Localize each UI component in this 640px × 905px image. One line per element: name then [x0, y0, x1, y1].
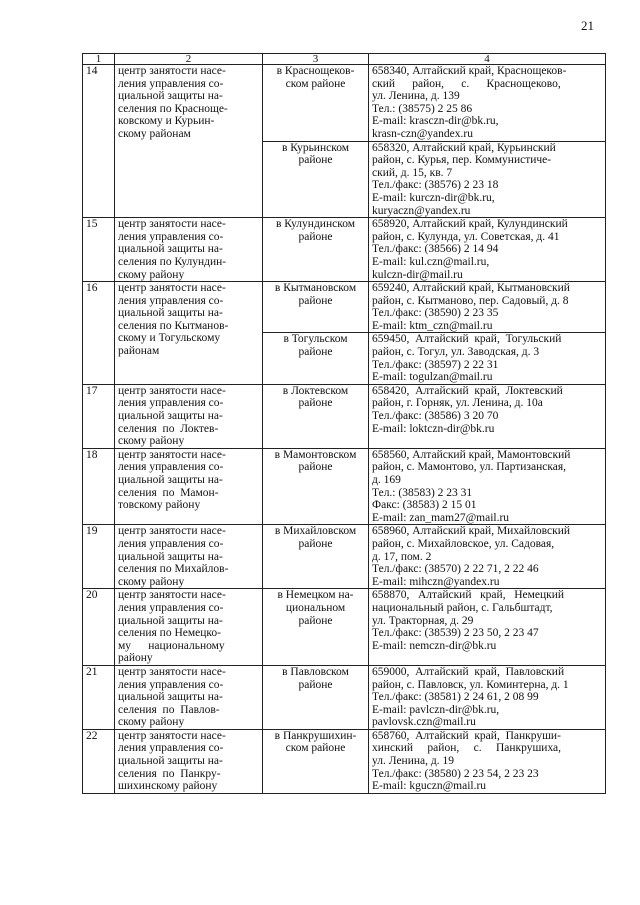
- center-name-line: селения по Михайлов-: [118, 563, 229, 576]
- center-name-line: скому и Тогульскому: [118, 332, 221, 345]
- contact-line: Тел./факс: (38586) 3 20 70: [372, 410, 499, 423]
- column-number: 4: [369, 54, 606, 65]
- email-line: kuryaczn@yandex.ru: [372, 204, 471, 217]
- column-number: 1: [83, 54, 115, 65]
- row-number: 14: [83, 65, 115, 218]
- center-name-line: му национальному: [118, 639, 225, 652]
- center-name-line: селения по Мамон-: [118, 486, 219, 499]
- contact-info: [369, 525, 606, 589]
- district-name: [263, 282, 369, 333]
- contact-line: Тел./факс: (38539) 2 23 50, 2 23 47: [372, 627, 539, 640]
- center-name-line: циальной защиты на-: [118, 90, 223, 103]
- district-name-line: районе: [298, 614, 333, 627]
- contact-line: ул. Тракторная, д. 29: [372, 614, 474, 627]
- center-name-line: циальной защиты на-: [118, 243, 223, 256]
- center-name-line: ления управления со-: [118, 537, 224, 550]
- district-name: [263, 448, 369, 525]
- contact-info: [369, 282, 606, 333]
- email-line: E-mail: krasczn-dir@bk.ru,: [372, 115, 499, 128]
- center-name-line: скому районам: [118, 127, 191, 140]
- center-name-line: ления управления со-: [118, 601, 224, 614]
- contact-line: ский район, с. Краснощеково,: [372, 77, 561, 90]
- center-name-line: ления управления со-: [118, 294, 224, 307]
- center-name-line: ления управления со-: [118, 77, 224, 90]
- district-name-line: районе: [298, 678, 333, 691]
- center-name: [115, 384, 263, 448]
- table-row: [83, 282, 606, 333]
- contact-line: ул. Ленина, д. 139: [372, 90, 460, 103]
- center-name-line: ления управления со-: [118, 742, 224, 755]
- contact-line: 658920, Алтайский край, Кулундинский: [372, 218, 568, 231]
- contact-line: 659450, Алтайский край, Тогульский: [372, 333, 562, 346]
- center-name-line: ления управления со-: [118, 678, 224, 691]
- center-name-line: районам: [118, 345, 160, 358]
- contact-line: национальный район, с. Гальбштадт,: [372, 601, 553, 614]
- district-name-line: районе: [298, 294, 333, 307]
- district-name: [263, 384, 369, 448]
- center-name: [115, 218, 263, 282]
- center-name: [115, 448, 263, 525]
- contact-line: Тел./факс: (38597) 2 22 31: [372, 358, 499, 371]
- email-line: E-mail: pavlczn-dir@bk.ru,: [372, 703, 500, 716]
- district-name: [263, 729, 369, 793]
- center-name-line: циальной защиты на-: [118, 550, 223, 563]
- contact-line: Тел./факс: (38566) 2 14 94: [372, 243, 499, 256]
- district-name-line: в Панкрушихин-: [274, 729, 357, 742]
- contact-line: ский, д. 15, кв. 7: [372, 166, 453, 179]
- district-name-line: в Павловском: [282, 665, 349, 678]
- row-number: 17: [83, 384, 115, 448]
- center-name-line: селения по Павлов-: [118, 703, 220, 716]
- center-name: [115, 282, 263, 385]
- center-name-line: селения по Панкру-: [118, 767, 221, 780]
- email-line: E-mail: nemczn-dir@bk.ru: [372, 639, 497, 652]
- center-name-line: товскому району: [118, 499, 201, 512]
- center-name-line: селения по Красноще-: [118, 102, 228, 115]
- row-number: 18: [83, 448, 115, 525]
- district-name: [263, 141, 369, 218]
- employment-centers-table: [82, 53, 606, 794]
- contact-line: Тел./факс: (38590) 2 23 35: [372, 307, 499, 320]
- center-name-line: центр занятости насе-: [118, 65, 226, 77]
- contact-line: Тел.: (38583) 2 23 31: [372, 486, 473, 499]
- district-name-line: районе: [298, 154, 333, 167]
- contact-line: район, с. Павловск, ул. Коминтерна, д. 1: [372, 678, 569, 691]
- contact-line: район, с. Мамонтово, ул. Партизанская,: [372, 461, 567, 474]
- contact-info: [369, 384, 606, 448]
- district-name-line: районе: [298, 461, 333, 474]
- row-number: 21: [83, 665, 115, 729]
- center-name-line: шихинскому району: [118, 780, 218, 793]
- contact-line: район, с. Тогул, ул. Заводская, д. 3: [372, 346, 540, 359]
- center-name-line: скому району: [118, 268, 185, 281]
- district-name-line: в Кулундинском: [275, 218, 356, 231]
- center-name: [115, 665, 263, 729]
- district-name-line: в Краснощеков-: [276, 65, 355, 77]
- district-name-line: районе: [298, 537, 333, 550]
- contact-line: район, г. Горняк, ул. Ленина, д. 10а: [372, 397, 543, 410]
- center-name: [115, 65, 263, 218]
- district-name: [263, 589, 369, 666]
- contact-line: Тел.: (38575) 2 25 86: [372, 102, 473, 115]
- contact-info: [369, 65, 606, 142]
- district-name-line: ском районе: [285, 77, 346, 90]
- district-name-line: районе: [298, 397, 333, 410]
- center-name-line: скому району: [118, 716, 185, 729]
- district-name-line: в Мамонтовском: [274, 448, 357, 461]
- district-name-line: в Локтевском: [282, 384, 349, 397]
- center-name-line: ковскому и Курьин-: [118, 115, 215, 128]
- center-name: [115, 589, 263, 666]
- email-line: E-mail: kguczn@mail.ru: [372, 780, 487, 793]
- row-number: 20: [83, 589, 115, 666]
- district-name-line: в Курьинском: [281, 141, 350, 154]
- district-name: [263, 333, 369, 384]
- contact-line: ул. Ленина, д. 19: [372, 755, 454, 768]
- contact-line: район, с. Курья, пер. Коммунистиче-: [372, 154, 552, 167]
- center-name-line: центр занятости насе-: [118, 525, 226, 538]
- center-name-line: ления управления со-: [118, 230, 224, 243]
- center-name-line: циальной защиты на-: [118, 410, 223, 423]
- table-row: [83, 448, 606, 525]
- email-line: E-mail: togulzan@mail.ru: [372, 371, 493, 384]
- contact-info: [369, 589, 606, 666]
- contact-info: [369, 218, 606, 282]
- contact-info: [369, 448, 606, 525]
- email-line: E-mail: ktm_czn@mail.ru: [372, 319, 493, 332]
- contact-line: Факс: (38583) 2 15 01: [372, 499, 477, 512]
- center-name-line: центр занятости насе-: [118, 218, 226, 231]
- center-name-line: селения по Кытманов-: [118, 319, 229, 332]
- center-name-line: центр занятости насе-: [118, 384, 226, 397]
- contact-line: 658870, Алтайский край, Немецкий: [372, 589, 565, 602]
- column-number: 2: [115, 54, 263, 65]
- center-name-line: району: [118, 652, 153, 665]
- table-row: [83, 218, 606, 282]
- center-name-line: центр занятости насе-: [118, 282, 226, 295]
- contact-line: район, с. Кулунда, ул. Советская, д. 41: [372, 230, 560, 243]
- email-line: kulczn-dir@mail.ru: [372, 268, 463, 281]
- center-name-line: ления управления со-: [118, 397, 224, 410]
- contact-line: район, с. Михайловское, ул. Садовая,: [372, 537, 555, 550]
- district-name-line: в Немецком на-: [277, 589, 354, 602]
- column-number-row: [83, 54, 606, 65]
- center-name-line: циальной защиты на-: [118, 755, 223, 768]
- contact-info: [369, 665, 606, 729]
- email-line: pavlovsk.czn@mail.ru: [372, 716, 476, 729]
- table-row: [83, 525, 606, 589]
- contact-line: 658340, Алтайский край, Краснощеков-: [372, 65, 567, 77]
- contact-line: 658420, Алтайский край, Локтевский: [372, 384, 563, 397]
- contact-line: Тел./факс: (38580) 2 23 54, 2 23 23: [372, 767, 539, 780]
- contact-info: [369, 729, 606, 793]
- contact-line: Тел./факс: (38581) 2 24 61, 2 08 99: [372, 691, 539, 704]
- center-name-line: центр занятости насе-: [118, 665, 226, 678]
- center-name-line: циальной защиты на-: [118, 691, 223, 704]
- column-number: 3: [263, 54, 369, 65]
- table-row: [83, 589, 606, 666]
- contact-line: 659240, Алтайский край, Кытмановский: [372, 282, 570, 295]
- district-name-line: ском районе: [285, 742, 346, 755]
- district-name: [263, 218, 369, 282]
- district-name-line: циональном: [285, 601, 346, 614]
- center-name-line: селения по Немецко-: [118, 627, 221, 640]
- center-name-line: ления управления со-: [118, 461, 224, 474]
- row-number: 15: [83, 218, 115, 282]
- district-name-line: в Михайловском: [274, 525, 357, 538]
- center-name-line: селения по Кулундин-: [118, 255, 227, 268]
- contact-line: 658960, Алтайский край, Михайловский: [372, 525, 571, 538]
- page-number: 21: [581, 18, 594, 33]
- table-row: [83, 384, 606, 448]
- contact-line: 658560, Алтайский край, Мамонтовский: [372, 448, 571, 461]
- center-name-line: центр занятости насе-: [118, 729, 226, 742]
- contact-line: 658760, Алтайский край, Панкруши-: [372, 729, 561, 742]
- center-name-line: циальной защиты на-: [118, 614, 223, 627]
- district-name-line: в Кытмановском: [274, 282, 357, 295]
- center-name-line: центр занятости насе-: [118, 589, 226, 602]
- email-line: E-mail: kul.czn@mail.ru,: [372, 255, 490, 268]
- district-name-line: районе: [298, 346, 333, 359]
- contact-line: д. 17, пом. 2: [372, 550, 432, 563]
- contact-line: 659000, Алтайский край, Павловский: [372, 665, 565, 678]
- email-line: E-mail: mihczn@yandex.ru: [372, 575, 500, 588]
- center-name-line: центр занятости насе-: [118, 448, 226, 461]
- email-line: E-mail: zan_mam27@mail.ru: [372, 511, 510, 524]
- center-name-line: циальной защиты на-: [118, 474, 223, 486]
- contact-line: д. 169: [372, 474, 401, 486]
- center-name: [115, 525, 263, 589]
- email-line: E-mail: kurczn-dir@bk.ru,: [372, 191, 495, 204]
- district-name: [263, 525, 369, 589]
- center-name-line: циальной защиты на-: [118, 307, 223, 320]
- row-number: 22: [83, 729, 115, 793]
- email-line: E-mail: loktczn-dir@bk.ru: [372, 422, 495, 435]
- contact-info: [369, 333, 606, 384]
- row-number: 16: [83, 282, 115, 385]
- district-name: [263, 665, 369, 729]
- center-name-line: селения по Локтев-: [118, 422, 219, 435]
- contact-line: 658320, Алтайский край, Курьинский: [372, 141, 556, 154]
- district-name: [263, 65, 369, 142]
- contact-line: Тел./факс: (38576) 2 23 18: [372, 179, 499, 192]
- row-number: 19: [83, 525, 115, 589]
- center-name: [115, 729, 263, 793]
- contact-line: хинский район, с. Панкрушиха,: [372, 742, 562, 755]
- table-row: [83, 729, 606, 793]
- email-line: krasn-czn@yandex.ru: [372, 127, 473, 140]
- table-row: [83, 65, 606, 142]
- center-name-line: скому району: [118, 575, 185, 588]
- contact-line: Тел./факс: (38570) 2 22 71, 2 22 46: [372, 563, 539, 576]
- center-name-line: скому району: [118, 435, 185, 448]
- contact-line: район, с. Кытманово, пер. Садовый, д. 8: [372, 294, 569, 307]
- contact-info: [369, 141, 606, 218]
- district-name-line: районе: [298, 230, 333, 243]
- table-row: [83, 665, 606, 729]
- district-name-line: в Тогульском: [283, 333, 348, 346]
